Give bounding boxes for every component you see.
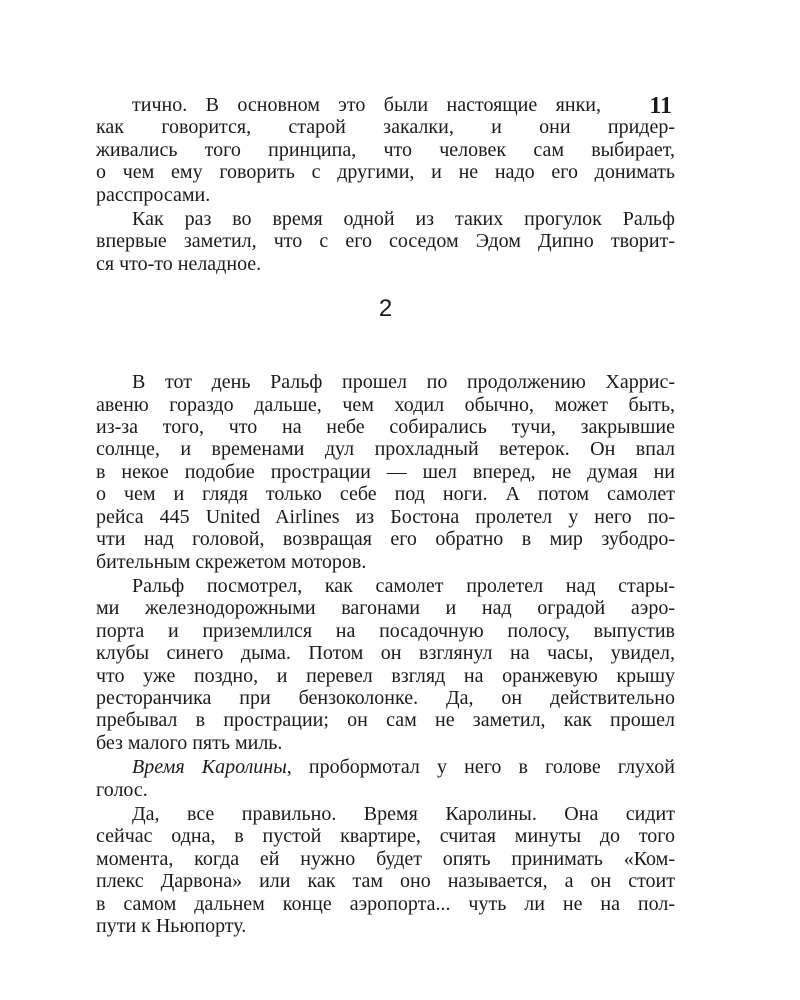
text-line: Ральф посмотрел, как самолет пролетел над стары-: [132, 574, 675, 597]
paragraph: [96, 756, 675, 801]
text-line: клубы синего дыма. Потом он взглянул на часы, увидел,: [96, 642, 675, 665]
text-block-top: [96, 94, 675, 275]
text-line: ресторанчика при бензоколонке. Да, он действительно: [96, 686, 675, 709]
paragraph: [96, 94, 675, 206]
text-block-bottom: [96, 371, 675, 937]
text-run: , пробормотал у него в голове глухой: [286, 756, 675, 779]
book-page: [96, 94, 675, 937]
text-line: из-за того, что на небе собирались тучи, закрывшие: [96, 416, 675, 439]
text-line: живались того принципа, что человек сам выбирает,: [96, 138, 675, 161]
text-line: солнце, и временами дул прохладный ветерок. Он впал: [96, 438, 675, 461]
text-line: плекс Дарвона» или как там оно называется, а он стоит: [96, 870, 675, 893]
paragraph: [96, 208, 675, 275]
page-number: 11: [649, 93, 672, 119]
text-line: расспросами.: [96, 183, 211, 206]
paragraph: [96, 371, 675, 573]
paragraph: [96, 803, 675, 937]
text-line: сейчас одна, в пустой квартире, считая минуты до того: [96, 825, 675, 848]
text-line: бительным скрежетом моторов.: [96, 550, 367, 573]
text-line: ся что-то неладное.: [96, 252, 262, 275]
text-line: в самом дальнем конце аэропорта... чуть ли не на пол-: [96, 892, 675, 915]
text-line: тично. В основном это были настоящие янки,: [132, 94, 601, 116]
text-line: пути к Ньюпорту.: [96, 915, 247, 937]
italic-phrase: Время Каролины: [132, 756, 287, 779]
text-line: что уже поздно, и перевел взгляд на оранжевую крышу: [96, 664, 675, 687]
text-line: [96, 756, 675, 778]
chapter-heading: [96, 275, 675, 371]
chapter-number: 2: [378, 295, 393, 323]
text-line: ми железнодорожными вагонами и над оградой аэро-: [96, 597, 675, 620]
text-line: момента, когда ей нужно будет опять принимать «Ком-: [96, 847, 675, 870]
text-line: о чем ему говорить с другими, и не надо его донимать: [96, 161, 675, 184]
text-line: Как раз во время одной из таких прогулок Ральф: [132, 208, 675, 231]
text-line: пребывал в прострации; он сам не заметил, как прошел: [96, 709, 675, 732]
text-line: Да, все правильно. Время Каролины. Она сидит: [132, 802, 675, 825]
text-line: впервые заметил, что с его соседом Эдом Дипно творит-: [96, 230, 675, 253]
text-line: в некое подобие прострации — шел вперед, не думая ни: [96, 460, 675, 483]
text-line: голос.: [96, 778, 148, 801]
text-line: В тот день Ральф прошел по продолжению Харрис-: [132, 371, 675, 394]
text-line: о чем и глядя только себе под ноги. А потом самолет: [96, 483, 675, 506]
paragraph: [96, 575, 675, 754]
text-line: без малого пять миль.: [96, 731, 283, 754]
text-line: чти над головой, возвращая его обратно в мир зубодро-: [96, 528, 675, 551]
text-line: авеню гораздо дальше, чем ходил обычно, может быть,: [96, 393, 675, 416]
text-line: как говорится, старой закалки, и они придер-: [96, 116, 675, 139]
text-line: порта и приземлился на посадочную полосу, выпустив: [96, 619, 675, 642]
text-line: рейса 445 United Airlines из Бостона пролетел у него по-: [96, 505, 675, 528]
